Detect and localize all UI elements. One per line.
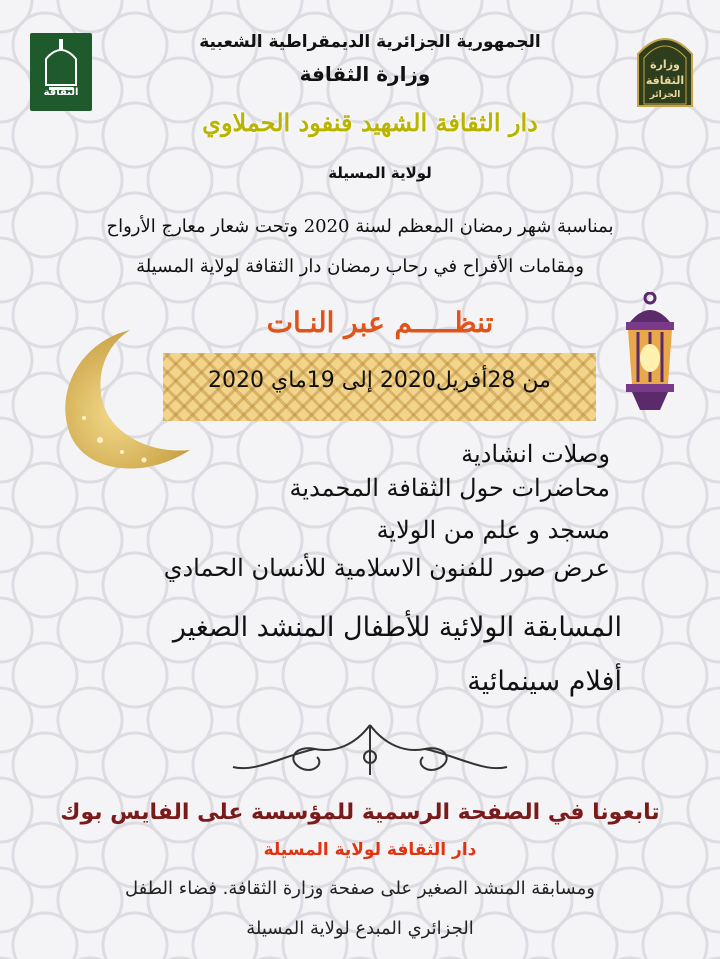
logo-text-3: الجزائر [649, 90, 681, 100]
ministry-of-culture-logo [30, 33, 92, 111]
organize-heading: تنظـــــم عبر النـات [266, 306, 494, 339]
republic-title: الجمهورية الجزائرية الديمقراطية الشعبية [199, 32, 541, 52]
intro-line-2: ومقامات الأفراح في رحاب رمضان دار الثقافة لولاية المسيلة [136, 256, 584, 277]
activity-item: عرض صور للفنون الاسلامية للأنسان الحمادي [163, 554, 610, 582]
logo-text: الثقافة [43, 87, 79, 98]
activity-item: مسجد و علم من الولاية [376, 516, 610, 544]
logo-text-1: وزارة [650, 58, 680, 71]
activity-item: المسابقة الولائية للأطفال المنشد الصغير [172, 612, 622, 643]
activity-item: وصلات انشادية [461, 440, 610, 468]
province-title: لولاية المسيلة [328, 164, 432, 182]
ministry-arch-logo [634, 28, 696, 108]
intro-line-1: بمناسبة شهر رمضان المعظم لسنة 2020 وتحت شعار معارج الأرواح [106, 216, 614, 237]
date-range: من 28أفريل2020 إلى 19ماي 2020 [208, 368, 551, 393]
ornament-divider [225, 715, 515, 785]
ministry-title: وزارة الثقافة [299, 62, 431, 86]
logo-text-2: الثقافة [645, 74, 685, 87]
facebook-page-name: دار الثقافة لولاية المسيلة [263, 840, 477, 860]
lantern-icon [610, 292, 690, 417]
contest-line-1: ومسابقة المنشد الصغير على صفحة وزارة الثقافة. فضاء الطفل [125, 878, 595, 899]
contest-line-2: الجزائري المبدع لولاية المسيلة [246, 918, 474, 939]
house-of-culture-title: دار الثقافة الشهيد قنفود الحملاوي [202, 108, 538, 137]
mosque-icon [30, 33, 92, 111]
follow-us-text: تابعونا في الصفحة الرسمية للمؤسسة على الفايس بوك [60, 800, 660, 825]
activity-item: محاضرات حول الثقافة المحمدية [289, 474, 610, 502]
activity-item: أفلام سينمائية [467, 666, 622, 697]
